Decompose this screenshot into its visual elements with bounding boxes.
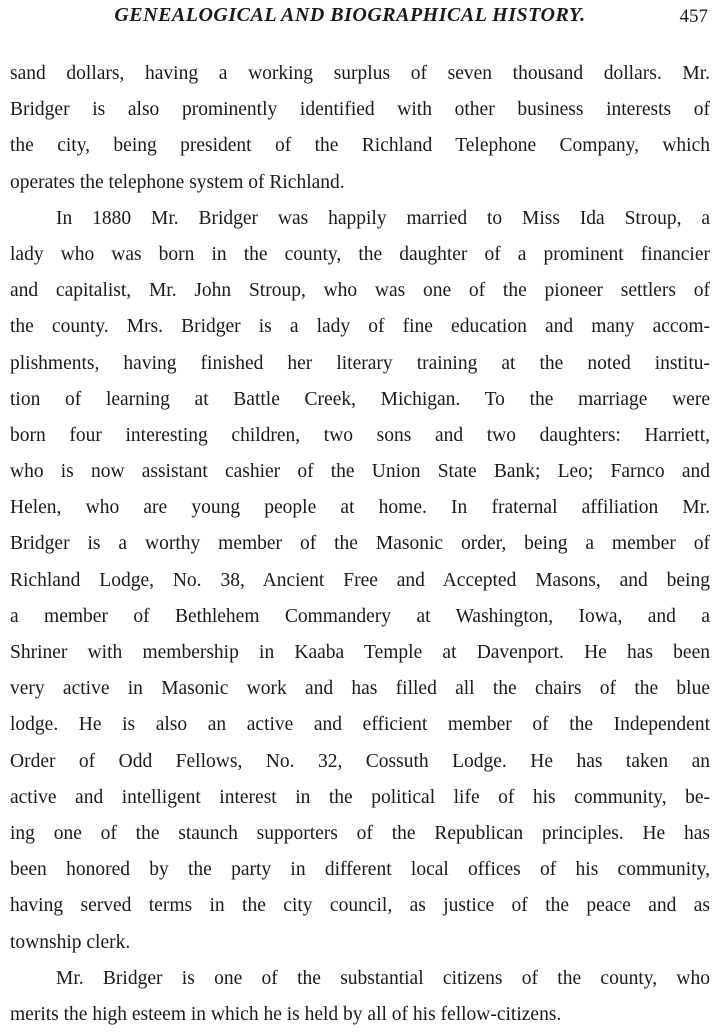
- paragraph-business-interests: [10, 56, 710, 201]
- text-line: and capitalist, Mr. John Stroup, who was one of the pioneer settlers of: [10, 280, 710, 302]
- text-line: born four interesting children, two sons and two daughters: Harriett,: [10, 424, 710, 446]
- text-line: Order of Odd Fellows, No. 32, Cossuth Lodge. He has taken an: [10, 750, 710, 772]
- text-line: township clerk.: [10, 931, 131, 953]
- text-line: very active in Masonic work and has filled all the chairs of the blue: [10, 678, 710, 700]
- text-line: In 1880 Mr. Bridger was happily married to Miss Ida Stroup, a: [56, 207, 710, 229]
- paragraph-closing: [10, 961, 710, 1033]
- text-line: plishments, having finished her literary training at the noted institu-: [10, 352, 710, 374]
- running-head: GENEALOGICAL AND BIOGRAPHICAL HISTORY.: [114, 4, 586, 26]
- text-line: the city, being president of the Richland Telephone Company, which: [10, 135, 710, 157]
- text-line: Bridger is also prominently identified with other business interests of: [10, 99, 710, 121]
- text-line: merits the high esteem in which he is held by all of his fellow-citizens.: [10, 1003, 562, 1025]
- paragraph-marriage-and-fraternal: [10, 201, 710, 961]
- text-line: Richland Lodge, No. 38, Ancient Free and Accepted Masons, and being: [10, 569, 710, 591]
- text-line: who is now assistant cashier of the Union State Bank; Leo; Farnco and: [10, 461, 710, 483]
- text-line: Mr. Bridger is one of the substantial citizens of the county, who: [56, 967, 710, 989]
- text-line: ing one of the staunch supporters of the Republican principles. He has: [10, 822, 710, 844]
- body-text: [10, 56, 710, 1033]
- text-line: lodge. He is also an active and efficient member of the Independent: [10, 714, 710, 736]
- text-line: having served terms in the city council, as justice of the peace and as: [10, 895, 710, 917]
- text-line: the county. Mrs. Bridger is a lady of fine education and many accom-: [10, 316, 710, 338]
- text-line: active and intelligent interest in the political life of his community, be-: [10, 786, 710, 808]
- text-line: Bridger is a worthy member of the Masonic order, being a member of: [10, 533, 710, 555]
- text-line: sand dollars, having a working surplus of seven thousand dollars. Mr.: [10, 63, 710, 84]
- text-line: Shriner with membership in Kaaba Temple at Davenport. He has been: [10, 642, 710, 663]
- text-line: lady who was born in the county, the daughter of a prominent financier: [10, 243, 710, 265]
- text-line: a member of Bethlehem Commandery at Washington, Iowa, and a: [10, 605, 710, 627]
- text-line: operates the telephone system of Richland.: [10, 171, 345, 193]
- text-line: tion of learning at Battle Creek, Michigan. To the marriage were: [10, 388, 710, 410]
- page-number: 457: [679, 6, 708, 27]
- text-line: Helen, who are young people at home. In fraternal affiliation Mr.: [10, 497, 710, 519]
- text-line: been honored by the party in different local offices of his community,: [10, 859, 710, 881]
